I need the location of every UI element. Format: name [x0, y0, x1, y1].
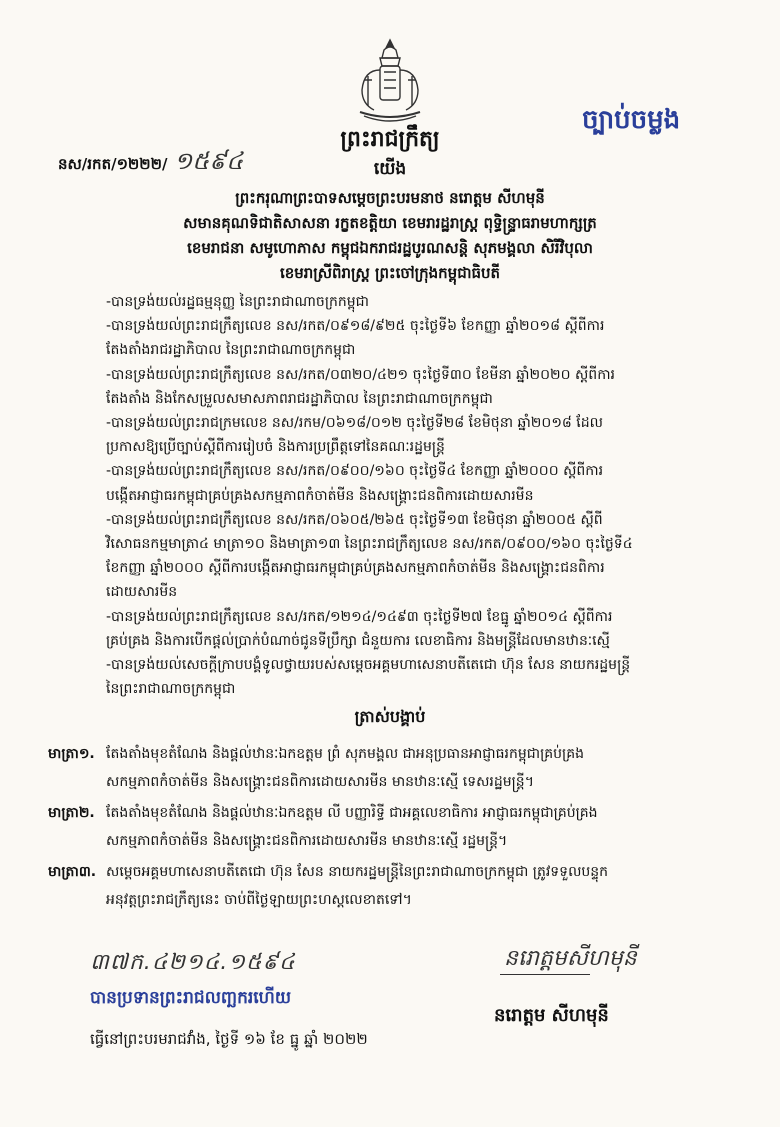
king-titles [120, 186, 660, 286]
article-line: តែងតាំងមុខតំណែង និងផ្តល់ឋានៈឯកឧត្តម ព្រំ សុភមង្គល ជាអនុប្រធានអាជ្ញាធរកម្ពុជាគ្រប់គ្រង [106, 746, 584, 762]
article-2 [48, 799, 738, 855]
considerations-list [106, 290, 706, 701]
article-line: សម្តេចអគ្គមហាសេនាបតីតេជោ ហ៊ុន សែន នាយករដ្ឋមន្ត្រីនៃព្រះរាជាណាចក្រកម្ពុជា ត្រូវទទួលបន្ទុក [106, 864, 609, 880]
section-title: ត្រាស់បង្គាប់ [354, 707, 426, 726]
consideration-line: វិសោធនកម្មមាត្រា៤ មាត្រា១០ និងមាត្រា១៣ នៃព្រះរាជក្រឹត្យលេខ នស/រកត/០៩០០/១៦០ ចុះថ្ងៃទី៤ [106, 536, 633, 553]
consideration-line: តែងតាំង និងកែសម្រួលសមាសភាពរាជរដ្ឋាភិបាល នៃព្រះរាជាណាចក្រកម្ពុជា [106, 390, 493, 407]
handwritten-reference: ៣៧ក.៤២១៤.១៥៩៤ [90, 950, 296, 975]
copy-stamp: ច្បាប់ចម្លង [582, 105, 681, 135]
consideration-line: ប្រកាសឱ្យប្រើច្បាប់ស្តីពីការរៀបចំ និងការប្រព្រឹត្តទៅនៃគណៈរដ្ឋមន្ត្រី [106, 439, 445, 456]
decree-title: ព្រះរាជក្រឹត្យ [340, 127, 440, 152]
consideration-line: បង្កើតអាជ្ញាធរកម្ពុជាគ្រប់គ្រងសកម្មភាពកំចាត់មីន និងសង្គ្រោះជនពិការដោយសារមីន [106, 487, 534, 504]
royal-coat-of-arms-icon [340, 36, 440, 126]
date-line: ធ្វើនៅព្រះបរមរាជវាំង, ថ្ងៃទី ១៦ ខែ ធ្នូ ឆ្នាំ ២០២២ [90, 1030, 368, 1048]
seal-applied-note: បានប្រទានព្រះរាជលញ្ឆករហើយ [90, 988, 292, 1008]
article-text [106, 740, 584, 796]
article-1 [48, 740, 738, 796]
article-label: មាត្រា១. [48, 746, 95, 762]
articles-list [48, 740, 738, 917]
king-name: នរោត្តម សីហមុនី [494, 1005, 609, 1026]
reference-handwritten: ១៥៩៤ [174, 147, 244, 175]
we-heading: យើង [373, 159, 407, 179]
article-line: តែងតាំងមុខតំណែង និងផ្តល់ឋានៈឯកឧត្តម លី បញ្ញារិទ្ធី ជាអគ្គលេខាធិការ អាជ្ញាធរកម្ពុជាគ្រប់គ្រង [106, 805, 598, 821]
article-text [106, 799, 598, 855]
consideration-line: -បានទ្រង់យល់ព្រះរាជក្រឹត្យលេខ នស/រកត/១២១៤/១៤៩៣ ចុះថ្ងៃទី២៧ ខែធ្នូ ឆ្នាំ២០១៤ ស្តីពីការ [106, 608, 613, 625]
reference-number: នស/រកត/១២២២/ [58, 155, 168, 173]
consideration-line: គ្រប់គ្រង និងការបើកផ្តល់ប្រាក់បំណាច់ជូនទីប្រឹក្សា ជំនួយការ លេខាធិការ និងមន្ត្រីដែលមានឋានៈស្មើ [106, 632, 610, 649]
consideration-line: -បានទ្រង់យល់ព្រះរាជក្រឹត្យលេខ នស/រកត/០៦០៥/២៦៥ ចុះថ្ងៃទី១៣ ខែមិថុនា ឆ្នាំ២០០៥ ស្តីពី [106, 511, 603, 528]
king-title-line: ខេមរាស្រីពិរាស្ត្រ ព្រះចៅក្រុងកម្ពុជាធិបតី [279, 264, 501, 282]
article-text [106, 858, 608, 914]
article-label: មាត្រា៣. [48, 864, 97, 880]
article-line: សកម្មភាពកំចាត់មីន និងសង្គ្រោះជនពិការដោយសារមីន មានឋានៈស្មើ រដ្ឋមន្ត្រី។ [106, 833, 508, 849]
consideration-line: -បានទ្រង់យល់សេចក្តីក្រាបបង្គំទូលថ្វាយរបស់សម្តេចអគ្គមហាសេនាបតីតេជោ ហ៊ុន សែន នាយករដ្ឋមន្ត្រី [106, 657, 631, 674]
consideration-line: -បានទ្រង់យល់ព្រះរាជក្រឹត្យលេខ នស/រកត/០៣២០/៤២១ ចុះថ្ងៃទី៣០ ខែមីនា ឆ្នាំ២០២០ ស្តីពីការ [106, 366, 615, 383]
royal-signature: នរោត្តមសីហមុនី [504, 946, 637, 971]
consideration-line: ខែកញ្ញា ឆ្នាំ២០០០ ស្តីពីការបង្កើតអាជ្ញាធរកម្ពុជាគ្រប់គ្រងសកម្មភាពកំចាត់មីន និងសង្គ្រោះជនពិការ [106, 560, 605, 577]
signature-underline [500, 974, 590, 975]
article-3 [48, 858, 738, 914]
consideration-line: តែងតាំងរាជរដ្ឋាភិបាល នៃព្រះរាជាណាចក្រកម្ពុជា [106, 342, 356, 359]
consideration-line: -បានទ្រង់យល់ព្រះរាជក្រឹត្យលេខ នស/រកត/០៩០០/១៦០ ចុះថ្ងៃទី៤ ខែកញ្ញា ឆ្នាំ២០០០ ស្តីពីការ [106, 463, 604, 480]
king-title-line: ព្រះករុណាព្រះបាទសម្ដេចព្រះបរមនាថ នរោត្តម សីហមុនី [235, 189, 545, 207]
consideration-line: -បានទ្រង់យល់រដ្ឋធម្មនុញ្ញ នៃព្រះរាជាណាចក្រកម្ពុជា [106, 294, 369, 310]
consideration-line: នៃព្រះរាជាណាចក្រកម្ពុជា [106, 681, 236, 698]
article-line: អនុវត្តព្រះរាជក្រឹត្យនេះ ចាប់ពីថ្ងៃឡាយព្រះហស្តលេខាតទៅ។ [106, 892, 412, 908]
consideration-line: -បានទ្រង់យល់ព្រះរាជក្រឹត្យលេខ នស/រកត/០៩១៨/៩២៥ ចុះថ្ងៃទី៦ ខែកញ្ញា ឆ្នាំ២០១៨ ស្តីពីការ [106, 318, 605, 335]
consideration-line: -បានទ្រង់យល់ព្រះរាជក្រមលេខ នស/រកម/០៦១៨/០១២ ចុះថ្ងៃទី២៨ ខែមិថុនា ឆ្នាំ២០១៨ ដែល [106, 415, 603, 432]
king-title-line: សមានគុណទិជាតិសាសនា រក្ខតខត្តិយា ខេមរារដ្ឋរាស្ត្រ ពុទ្ធិន្ទ្រាធរាមហាក្សត្រ [183, 214, 597, 232]
article-label: មាត្រា២. [48, 805, 95, 821]
king-title-line: ខេមរាជនា សមូហោភាស កម្ពុជឯករាជរដ្ឋបូរណសន្តិ សុភមង្គលា សិរីវិបុលា [187, 239, 593, 257]
consideration-line: ដោយសារមីន [106, 584, 178, 601]
article-line: សកម្មភាពកំចាត់មីន និងសង្គ្រោះជនពិការដោយសារមីន មានឋានៈស្មើ ទេសរដ្ឋមន្ត្រី។ [106, 774, 534, 790]
